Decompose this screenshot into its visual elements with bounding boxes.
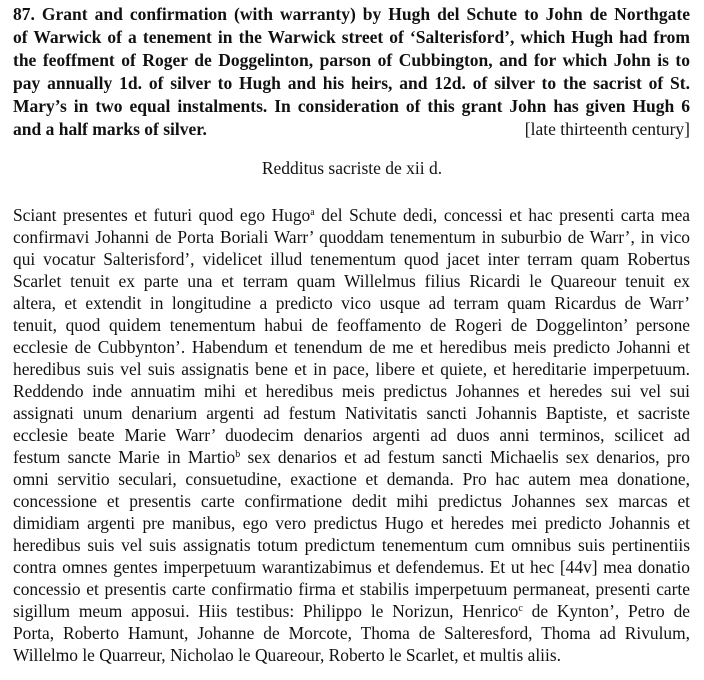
- body-line: concessione et presentis carte confirmatione dedit mihi predictus Johannes sex marcas et: [13, 491, 690, 511]
- body-line: tenuit, quod quidem tenementum habui de feoffamento de Rogeri de Doggelinton’ persone: [13, 315, 690, 335]
- body-line: ecclesie beate Marie Warr’ duodecim denarios argenti ad duos anni terminos, scilicet ad: [13, 425, 690, 445]
- heading-line: of Warwick of a tenement in the Warwick street of ‘Salterisford’, which Hugh had from: [13, 27, 690, 47]
- body-line: concessio et presentis carte confirmatio firma et stabilis imperpetuum permaneat, presenti carte: [13, 579, 690, 599]
- body-line: altera, et extendit in longitudine a predicto vico usque ad terram quam Ricardus de Warr’: [13, 293, 690, 313]
- body-line: Reddendo inde annuatim mihi et heredibus meis predictus Johannes et heredes sui vel sui: [13, 381, 690, 401]
- body-line: contra omnes gentes imperpetuum warantizabimus et defendemus. Et ut hec [44v] mea donatio: [13, 557, 690, 577]
- heading-line: pay annually 1d. of silver to Hugh and his heirs, and 12d. of silver to the sacrist of St.: [13, 73, 690, 93]
- date-annotation: [late thirteenth century]: [524, 119, 690, 139]
- heading-line: the feoffment of Roger de Doggelinton, parson of Cubbington, and for which John is to: [13, 50, 690, 70]
- footnote-marker: c: [518, 603, 523, 614]
- body-line: ecclesie de Cubbynton’. Habendum et tenendum de me et heredibus meis predicto Johanni et: [13, 337, 690, 357]
- body-line: Porta, Roberto Hamunt, Johanne de Morcote, Thoma de Salteresford, Thoma ad Rivulum,: [13, 623, 690, 643]
- footnote-marker: b: [235, 449, 241, 460]
- body-line: festum sancte Marie in Martio$^b$ sex denarios et ad festum sancti Michaelis sex denarios, pro: [13, 447, 690, 467]
- document-subtitle: Redditus sacriste de xii d.: [261, 158, 443, 178]
- footnote-marker: a: [310, 207, 315, 218]
- heading-line: 87. Grant and confirmation (with warranty) by Hugh del Schute to John de Northgate: [13, 4, 690, 24]
- heading-line: Mary’s in two equal instalments. In consideration of this grant John has given Hugh 6: [13, 96, 690, 116]
- body-line: confirmavi Johanni de Porta Boriali Warr’ quoddam tenementum in suburbio de Warr’, in vico: [13, 227, 690, 247]
- heading-line: and a half marks of silver.: [13, 119, 207, 139]
- heading-last-line: [13, 121, 690, 139]
- body-line: sigillum meum apposui. Hiis testibus: Philippo le Norizun, Henrico$^c$ de Kynton’, Petro de: [13, 601, 690, 621]
- body-line: heredibus suis vel suis assignatis totum predictum tenementum cum omnibus suis pertinentiis: [13, 535, 690, 555]
- body-line: dimidiam argenti pre manibus, ego vero predictus Hugo et heredes mei predicto Johannis et: [13, 513, 690, 533]
- body-line: assignati unum denarium argenti ad festum Nativitatis sancti Johannis Baptiste, et sacriste: [13, 403, 690, 423]
- body-line: Willelmo le Quarreur, Nicholao le Quareour, Roberto le Scarlet, et multis aliis.: [13, 645, 561, 665]
- body-line: qui vocatur Salterisford’, videlicet illud tenementum quod jacet inter terram quam Robertus: [13, 249, 690, 269]
- body-line: Scarlet tenuit ex parte una et terram quam Willelmus filius Ricardi le Quareour tenuit ex: [13, 271, 690, 291]
- body-line: Sciant presentes et futuri quod ego Hugo$^a$ del Schute dedi, concessi et hac presenti carta mea: [13, 205, 691, 225]
- body-line: heredibus suis vel suis assignatis bene et in pace, libere et quiete, et hereditarie imperpetuum.: [13, 359, 690, 379]
- body-line: omni servitio seculari, consuetudine, exactione et demanda. Pro hac autem mea donatione,: [13, 469, 690, 489]
